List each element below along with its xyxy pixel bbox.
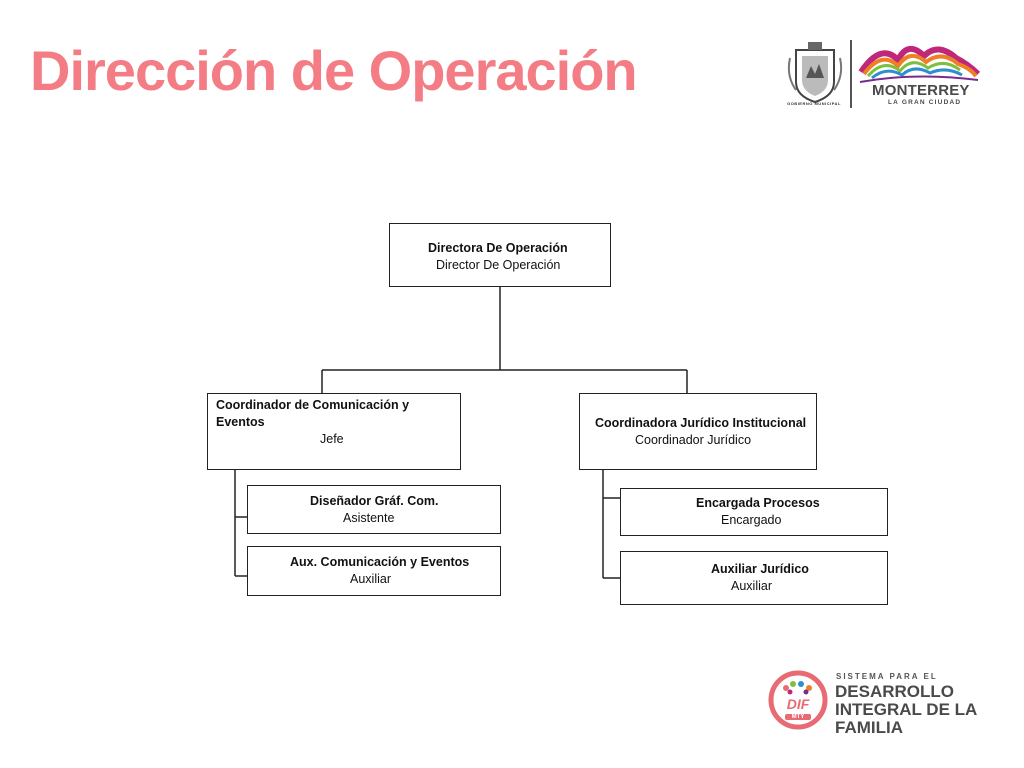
dif-name-line1: DESARROLLO xyxy=(835,682,954,701)
director-role: Director De Operación xyxy=(436,258,561,272)
org-box-encargada xyxy=(620,488,888,536)
director-name: Directora De Operación xyxy=(428,241,568,255)
dif-name xyxy=(835,683,977,737)
page-title: Dirección de Operación xyxy=(30,39,637,102)
dif-name-line2: INTEGRAL DE LA xyxy=(835,700,978,719)
org-box-director xyxy=(389,223,611,287)
city-logo-tagline: LA GRAN CIUDAD xyxy=(888,99,962,106)
org-box-coord-comunicacion xyxy=(207,393,461,470)
org-box-disenador xyxy=(247,485,501,534)
coord-jur-role: Coordinador Jurídico xyxy=(635,432,752,447)
disenador-name: Diseñador Gráf. Com. xyxy=(310,493,439,508)
encargada-role: Encargado xyxy=(721,513,782,527)
dif-mark: DIF xyxy=(786,696,810,712)
aux-com-role: Auxiliar xyxy=(350,572,391,586)
aux-jur-name: Auxiliar Jurídico xyxy=(711,562,809,576)
shield-caption: GOBIERNO MUNICIPAL xyxy=(787,101,841,106)
org-box-aux-juridico xyxy=(620,551,888,605)
city-logo-name: MONTERREY xyxy=(872,82,970,99)
encargada-name: Encargada Procesos xyxy=(696,496,820,510)
coord-jur-name: Coordinadora Jurídico Institucional xyxy=(595,415,807,430)
disenador-role: Asistente xyxy=(343,510,395,525)
org-box-coord-juridico xyxy=(579,393,817,470)
dif-mark-sub: MTY xyxy=(785,714,811,720)
aux-jur-role: Auxiliar xyxy=(731,579,772,593)
aux-com-name: Aux. Comunicación y Eventos xyxy=(290,555,470,569)
coord-com-role: Jefe xyxy=(320,432,344,446)
dif-caption: SISTEMA PARA EL xyxy=(836,672,938,681)
org-box-aux-comunicacion xyxy=(247,546,501,596)
dif-name-line3: FAMILIA xyxy=(835,718,903,737)
coord-com-name: Coordinador de Comunicación y Eventos xyxy=(216,398,410,429)
